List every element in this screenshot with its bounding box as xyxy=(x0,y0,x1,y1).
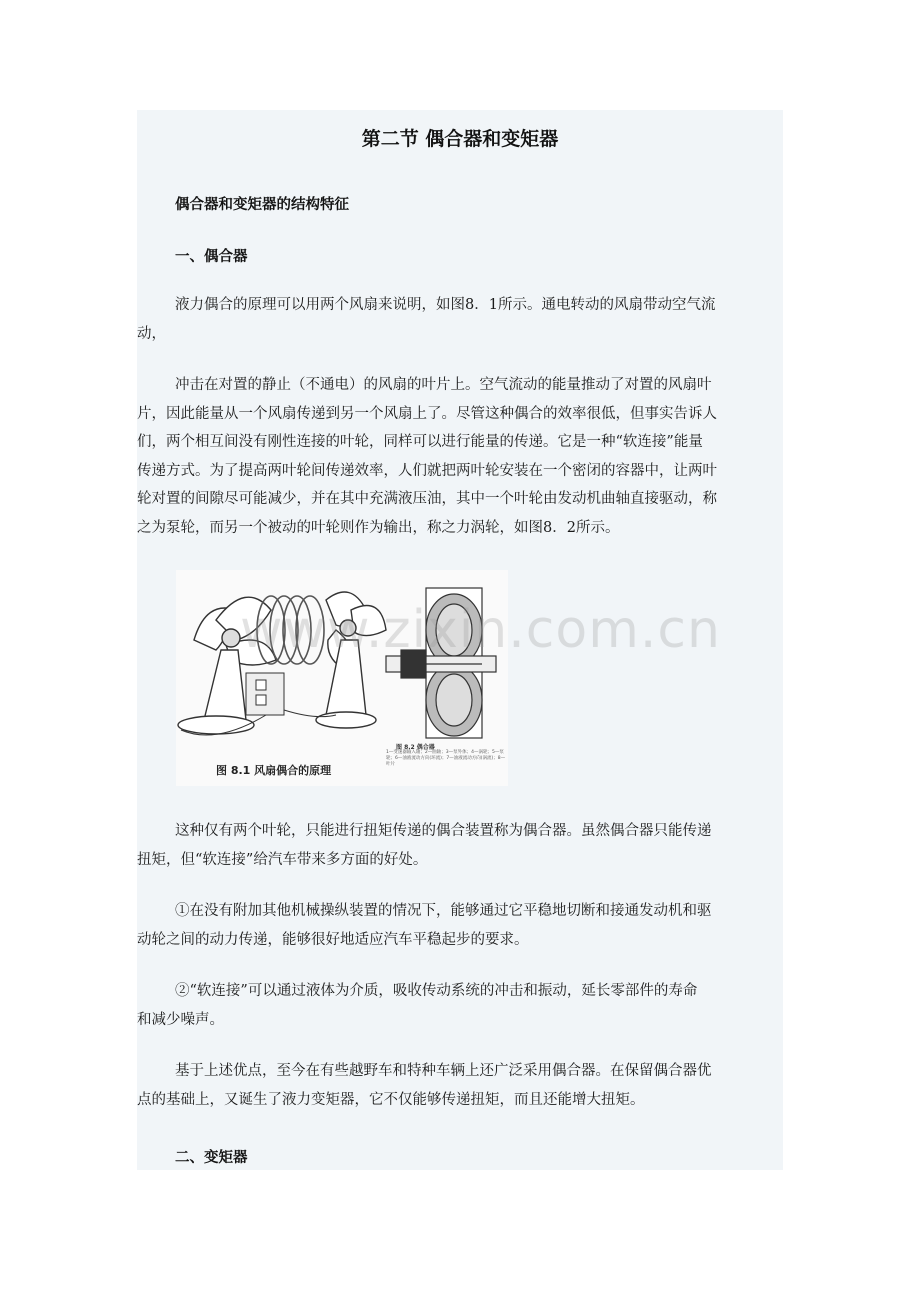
paragraph-2-line: 冲击在对置的静止（不通电）的风扇的叶片上。空气流动的能量推动了对置的风扇叶 xyxy=(175,377,712,393)
paragraph-4-line: ①在没有附加其他机械操纵装置的情况下，能够通过它平稳地切断和接通发动机和驱 xyxy=(175,903,712,919)
paragraph-5-line: ②“软连接”可以通过液体为介质，吸收传动系统的冲击和振动，延长零部件的寿命 xyxy=(175,983,698,999)
paragraph-3-line: 这种仅有两个叶轮，只能进行扭矩传递的偶合装置称为偶合器。虽然偶合器只能传递 xyxy=(175,823,712,839)
page-title: 第二节 偶合器和变矩器 xyxy=(361,128,559,150)
paragraph-1-line: 动， xyxy=(137,325,166,342)
paragraph-2 xyxy=(137,371,783,542)
figure-legend: 1—变速器输入轴；2—曲轴；3—泵外体；4—涡轮；5—泵轮；6—油液流动方向(环流)；7—油液流动方向(涡流)；8—叶片 xyxy=(386,750,506,767)
paragraph-4 xyxy=(137,897,783,954)
paragraph-1-line: 液力偶合的原理可以用两个风扇来说明，如图8．1所示。通电转动的风扇带动空气流 xyxy=(175,297,716,313)
paragraph-2-line: 们，两个相互间没有刚性连接的叶轮，同样可以进行能量的传递。它是一种“软连接”能量 xyxy=(137,434,703,450)
watermark-text: www.zixin.com.cn xyxy=(240,600,721,660)
paragraph-2-line: 片，因此能量从一个风扇传递到另一个风扇上了。尽管这种偶合的效率很低，但事实告诉人 xyxy=(137,405,717,422)
paragraph-4-line: 动轮之间的动力传递，能够很好地适应汽车平稳起步的要求。 xyxy=(137,931,529,948)
paragraph-3 xyxy=(137,817,783,874)
paragraph-2-line: 传递方式。为了提高两叶轮间传递效率，人们就把两叶轮安装在一个密闭的容器中，让两叶 xyxy=(137,462,717,479)
paragraph-5-line: 和减少噪声。 xyxy=(137,1011,224,1028)
section-heading-converter: 二、变矩器 xyxy=(175,1150,248,1166)
paragraph-2-line: 轮对置的间隙尽可能减少，并在其中充满液压油，其中一个叶轮由发动机曲轴直接驱动，称 xyxy=(137,491,717,507)
paragraph-6-line: 基于上述优点，至今在有些越野车和特种车辆上还广泛采用偶合器。在保留偶合器优 xyxy=(175,1063,712,1079)
subtitle: 偶合器和变矩器的结构特征 xyxy=(175,197,349,213)
paragraph-6-line: 点的基础上，又诞生了液力变矩器，它不仅能够传递扭矩，而且还能增大扭矩。 xyxy=(137,1091,645,1108)
paragraph-6 xyxy=(137,1057,783,1114)
section-heading-coupler: 一、偶合器 xyxy=(175,249,248,265)
figure-caption-8-2: 图 8.2 偶合器 xyxy=(396,744,435,751)
paragraph-3-line: 扭矩，但“软连接”给汽车带来多方面的好处。 xyxy=(137,851,428,868)
figure-caption-8-1: 图 8.1 风扇偶合的原理 xyxy=(216,764,332,777)
paragraph-2-line: 之为泵轮，而另一个被动的叶轮则作为输出，称之力涡轮，如图8．2所示。 xyxy=(137,519,620,536)
paragraph-1 xyxy=(137,291,783,348)
paragraph-5 xyxy=(137,977,783,1034)
